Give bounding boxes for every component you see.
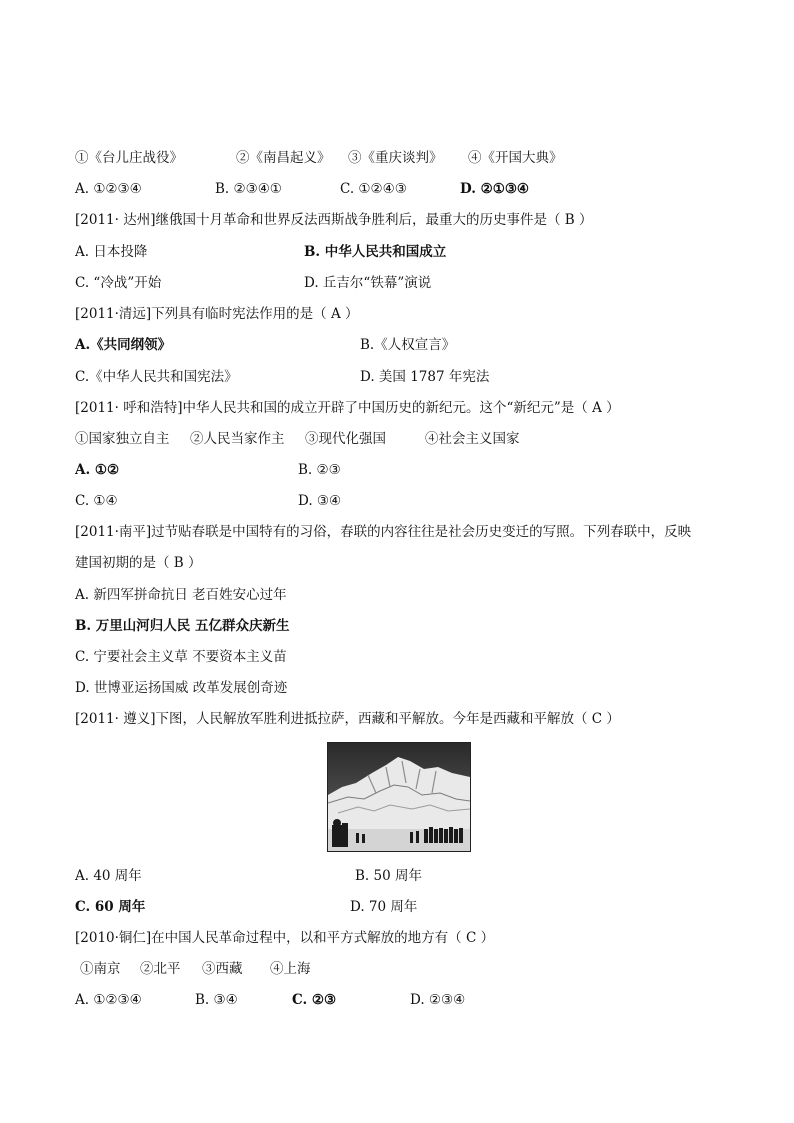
q6-option-b: B. 50 周年 — [355, 868, 422, 884]
q6-option-c-answer: C. 60 周年 — [75, 899, 146, 915]
q7-item-2: ②北平 — [140, 961, 181, 977]
q4-item-4: ④社会主义国家 — [425, 431, 520, 447]
q4-option-a-answer: A. ①② — [75, 462, 120, 478]
q2-option-c: C. “冷战”开始 — [75, 275, 162, 291]
q1-option-b: B. ②③④① — [215, 181, 282, 197]
q6-option-a: A. 40 周年 — [75, 868, 142, 884]
q2-stem-text: [2011· 达州]继俄国十月革命和世界反法西斯战争胜利后，最重大的历史事件是（ B ） — [75, 212, 593, 228]
snow-mountain-image — [328, 743, 470, 851]
q7-item-4: ④上海 — [270, 961, 311, 977]
q5-option-d: D. 世博亚运扬国威 改革发展创奇迹 — [75, 680, 288, 696]
q7-option-a: A. ①②③④ — [75, 992, 142, 1008]
q4-option-c: C. ①④ — [75, 493, 118, 509]
q5-option-a: A. 新四军拼命抗日 老百姓安心过年 — [75, 587, 287, 603]
q4-item-2: ②人民当家作主 — [190, 431, 285, 447]
q5-stem-text-1: [2011·南平]过节贴春联是中国特有的习俗，春联的内容往往是社会历史变迁的写照。下列春联中，反映 — [75, 524, 692, 540]
q3-option-c: C.《中华人民共和国宪法》 — [75, 369, 238, 385]
q5-stem-text-2: 建国初期的是（ B ） — [75, 555, 202, 571]
q3-option-d: D. 美国 1787 年宪法 — [360, 369, 490, 385]
q7-item-1: ①南京 — [80, 961, 121, 977]
q7-option-c-answer: C. ②③ — [292, 992, 337, 1008]
q4-stem-text: [2011· 呼和浩特]中华人民共和国的成立开辟了中国历史的新纪元。这个“新纪元”是（ A ） — [75, 400, 620, 416]
q1-option-c: C. ①②④③ — [340, 181, 407, 197]
q7-stem-text: [2010·铜仁]在中国人民革命过程中，以和平方式解放的地方有（ C ） — [75, 930, 495, 946]
q3-option-b: B.《人权宣言》 — [360, 337, 456, 353]
q1-item-3: ③《重庆谈判》 — [348, 150, 443, 166]
q1-item-4: ④《开国大典》 — [468, 150, 563, 166]
q1-option-a: A. ①②③④ — [75, 181, 142, 197]
q4-option-b: B. ②③ — [298, 462, 341, 478]
q7-item-3: ③西藏 — [202, 961, 243, 977]
q2-option-a: A. 日本投降 — [75, 244, 148, 260]
q4-item-1: ①国家独立自主 — [75, 431, 170, 447]
q3-stem-text: [2011·清远]下列具有临时宪法作用的是（ A ） — [75, 306, 359, 322]
q1-item-1: ①《台儿庄战役》 — [75, 150, 183, 166]
q1-item-2: ②《南昌起义》 — [236, 150, 331, 166]
q7-option-b: B. ③④ — [195, 992, 238, 1008]
q1-option-d-answer: D. ②①③④ — [460, 181, 530, 197]
lhasa-photo — [327, 742, 471, 852]
q2-option-d: D. 丘吉尔“铁幕”演说 — [304, 275, 432, 291]
q2-option-b-answer: B. 中华人民共和国成立 — [304, 244, 447, 260]
q3-option-a-answer: A.《共同纲领》 — [75, 337, 172, 353]
q6-option-d: D. 70 周年 — [350, 899, 418, 915]
q5-option-c: C. 宁要社会主义草 不要资本主义苗 — [75, 649, 287, 665]
q4-option-d: D. ③④ — [298, 493, 342, 509]
q6-stem-text: [2011· 遵义]下图，人民解放军胜利进抵拉萨，西藏和平解放。今年是西藏和平解放（ C ） — [75, 711, 620, 727]
q7-option-d: D. ②③④ — [410, 992, 466, 1008]
q5-option-b-answer: B. 万里山河归人民 五亿群众庆新生 — [75, 618, 290, 634]
q4-item-3: ③现代化强国 — [305, 431, 386, 447]
